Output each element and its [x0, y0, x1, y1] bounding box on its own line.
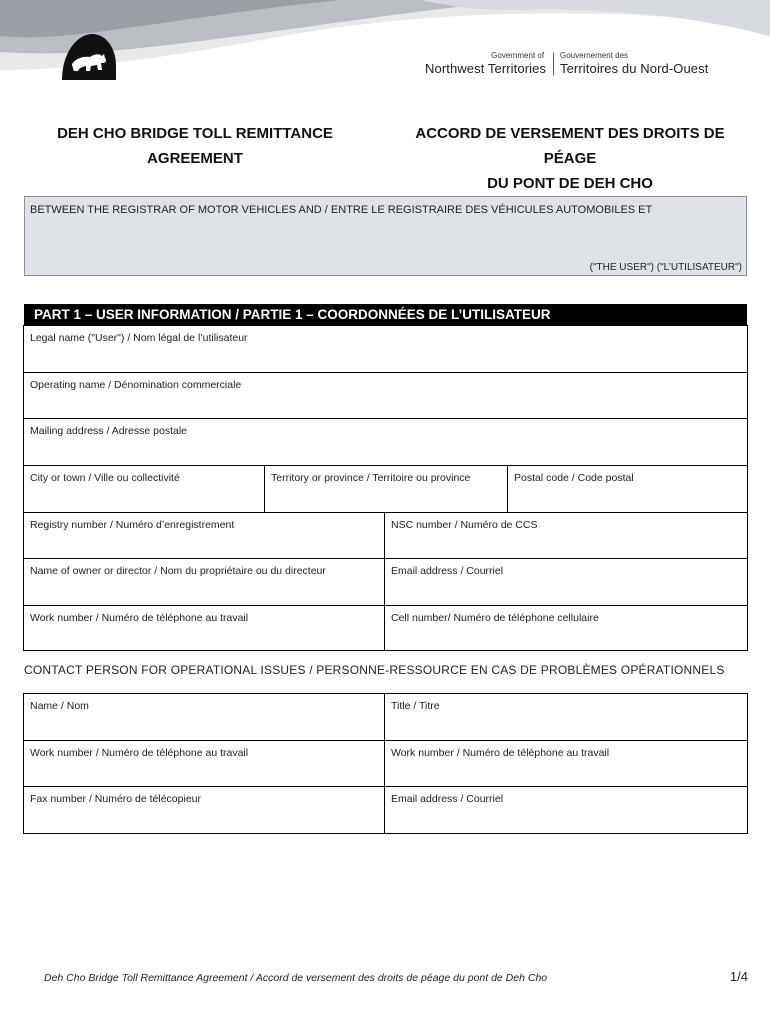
title-french	[392, 121, 748, 196]
title-english-line-2: AGREEMENT	[147, 150, 243, 167]
territory-field[interactable]	[265, 466, 508, 513]
part1-heading: PART 1 – USER INFORMATION / PARTIE 1 – COORDONNÉES DE L’UTILISATEUR	[34, 307, 551, 322]
contact-email-field[interactable]	[385, 787, 747, 833]
polar-bear-logo-icon	[58, 30, 120, 80]
agreement-parties-field[interactable]	[24, 196, 747, 276]
work-number-label: Work number / Numéro de téléphone au travail	[30, 612, 249, 624]
email-field[interactable]	[385, 559, 747, 606]
title-french-line-1: ACCORD DE VERSEMENT DES DROITS DE PÉAGE	[415, 125, 725, 167]
contact-person-heading: CONTACT PERSON FOR OPERATIONAL ISSUES / PERSONNE-RESSOURCE EN CAS DE PROBLÈMES OPÉRATIONNELS	[24, 663, 725, 677]
contact-name-label: Name / Nom	[30, 700, 89, 712]
part1-heading-bar	[24, 304, 747, 326]
contact-name-field[interactable]	[24, 694, 385, 741]
work-number-field[interactable]	[24, 606, 385, 650]
cell-number-field[interactable]	[385, 606, 747, 650]
city-field[interactable]	[24, 466, 265, 513]
government-fr-large: Territoires du Nord-Ouest	[560, 61, 709, 76]
title-french-line-2: DU PONT DE DEH CHO	[487, 175, 653, 192]
contact-title-field[interactable]	[385, 694, 747, 741]
registry-number-label: Registry number / Numéro d’enregistrement	[30, 519, 235, 531]
footer-document-title: Deh Cho Bridge Toll Remittance Agreement / Accord de versement des droits de péage du pont de Deh Cho	[44, 972, 548, 984]
government-en-large: Northwest Territories	[425, 61, 547, 76]
government-en-small: Government of	[491, 51, 545, 60]
contact-work-number-2-field[interactable]	[385, 741, 747, 787]
contact-work-number-field[interactable]	[24, 741, 385, 787]
title-english	[55, 121, 335, 171]
contact-work-number-label: Work number / Numéro de téléphone au travail	[30, 747, 249, 759]
mailing-address-label: Mailing address / Adresse postale	[30, 425, 188, 437]
legal-name-field[interactable]	[24, 326, 747, 373]
government-en	[425, 51, 546, 76]
city-label: City or town / Ville ou collectivité	[30, 472, 180, 484]
contact-person-table	[23, 693, 748, 834]
contact-fax-field[interactable]	[24, 787, 385, 833]
agreement-user-label: ("THE USER") ("L’UTILISATEUR")	[589, 262, 742, 273]
registry-number-field[interactable]	[24, 513, 385, 559]
contact-email-label: Email address / Courriel	[391, 793, 504, 805]
contact-work-number-2-label: Work number / Numéro de téléphone au travail	[391, 747, 610, 759]
contact-fax-label: Fax number / Numéro de télécopieur	[30, 793, 201, 805]
cell-number-label: Cell number/ Numéro de téléphone cellulaire	[391, 612, 599, 624]
mailing-address-field[interactable]	[24, 419, 747, 466]
legal-name-label: Legal name ("User") / Nom légal de l’utilisateur	[30, 332, 248, 344]
operating-name-label: Operating name / Dénomination commerciale	[30, 379, 242, 391]
owner-name-label: Name of owner or director / Nom du propriétaire ou du directeur	[30, 565, 326, 577]
contact-title-label: Title / Titre	[391, 700, 440, 712]
postal-code-label: Postal code / Code postal	[514, 472, 634, 484]
postal-code-field[interactable]	[508, 466, 747, 513]
nsc-number-field[interactable]	[385, 513, 747, 559]
government-divider	[553, 53, 554, 75]
page-number: 1/4	[729, 969, 748, 984]
government-fr-small: Gouvernement des	[560, 51, 629, 60]
user-information-table	[23, 325, 748, 651]
owner-name-field[interactable]	[24, 559, 385, 606]
territory-label: Territory or province / Territoire ou province	[271, 472, 471, 484]
operating-name-field[interactable]	[24, 373, 747, 419]
banner-swoosh-right	[420, 0, 770, 36]
nsc-number-label: NSC number / Numéro de CCS	[391, 519, 538, 531]
agreement-between-text: BETWEEN THE REGISTRAR OF MOTOR VEHICLES AND / ENTRE LE REGISTRAIRE DES VÉHICULES AUTOMOBILES ET	[30, 204, 653, 216]
government-fr	[560, 51, 708, 76]
email-label: Email address / Courriel	[391, 565, 504, 577]
title-english-line-1: DEH CHO BRIDGE TOLL REMITTANCE	[57, 125, 333, 142]
